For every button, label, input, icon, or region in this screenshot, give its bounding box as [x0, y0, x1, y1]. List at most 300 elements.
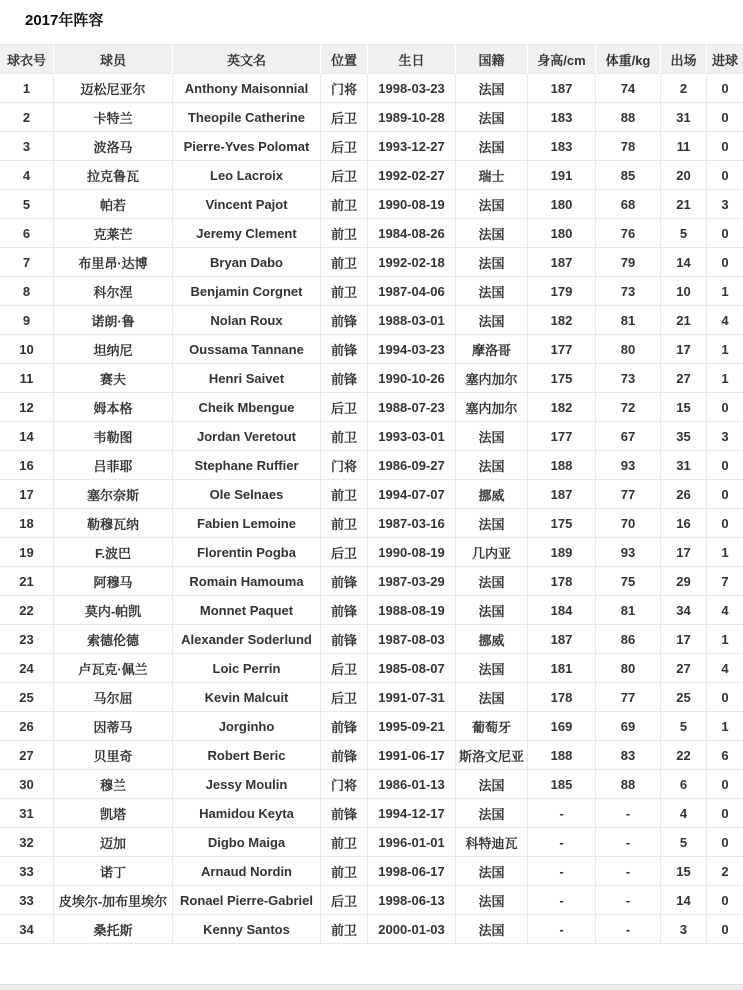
cell-english-name: Robert Beric — [172, 741, 320, 770]
cell-english-name: Jordan Veretout — [172, 422, 320, 451]
cell-english-name: Anthony Maisonnial — [172, 74, 320, 103]
cell-appearances: 5 — [660, 828, 706, 857]
cell-nationality: 法国 — [455, 103, 527, 132]
table-row — [0, 741, 743, 770]
cell-height: 169 — [527, 712, 595, 741]
cell-goals: 1 — [706, 625, 743, 654]
cell-jersey-number: 16 — [0, 451, 53, 480]
cell-goals: 0 — [706, 451, 743, 480]
cell-english-name: Ole Selnaes — [172, 480, 320, 509]
cell-player-name: 卡特兰 — [53, 103, 172, 132]
cell-player-name: F.波巴 — [53, 538, 172, 567]
cell-english-name: Florentin Pogba — [172, 538, 320, 567]
table-row — [0, 799, 743, 828]
cell-english-name: Loic Perrin — [172, 654, 320, 683]
cell-nationality: 塞内加尔 — [455, 393, 527, 422]
cell-jersey-number: 33 — [0, 857, 53, 886]
cell-nationality: 摩洛哥 — [455, 335, 527, 364]
cell-birthday: 1987-03-29 — [367, 567, 455, 596]
cell-birthday: 1990-08-19 — [367, 538, 455, 567]
cell-english-name: Kevin Malcuit — [172, 683, 320, 712]
cell-nationality: 葡萄牙 — [455, 712, 527, 741]
cell-appearances: 5 — [660, 219, 706, 248]
table-row — [0, 248, 743, 277]
cell-jersey-number: 10 — [0, 335, 53, 364]
cell-player-name: 迈松尼亚尔 — [53, 74, 172, 103]
column-header-weight: 体重/kg — [595, 44, 660, 74]
cell-goals: 3 — [706, 422, 743, 451]
cell-nationality: 法国 — [455, 277, 527, 306]
cell-appearances: 14 — [660, 886, 706, 915]
cell-position: 后卫 — [320, 393, 367, 422]
cell-birthday: 1988-03-01 — [367, 306, 455, 335]
cell-jersey-number: 14 — [0, 422, 53, 451]
table-row — [0, 828, 743, 857]
cell-goals: 1 — [706, 364, 743, 393]
cell-goals: 1 — [706, 335, 743, 364]
cell-position: 后卫 — [320, 886, 367, 915]
cell-position: 前卫 — [320, 915, 367, 944]
cell-player-name: 桑托斯 — [53, 915, 172, 944]
cell-position: 前锋 — [320, 364, 367, 393]
cell-jersey-number: 5 — [0, 190, 53, 219]
cell-english-name: Nolan Roux — [172, 306, 320, 335]
table-row — [0, 480, 743, 509]
cell-english-name: Cheik Mbengue — [172, 393, 320, 422]
cell-player-name: 阿穆马 — [53, 567, 172, 596]
cell-weight: 75 — [595, 567, 660, 596]
column-header-appearances: 出场 — [660, 44, 706, 74]
cell-player-name: 诺丁 — [53, 857, 172, 886]
cell-english-name: Kenny Santos — [172, 915, 320, 944]
cell-birthday: 1987-03-16 — [367, 509, 455, 538]
cell-appearances: 17 — [660, 625, 706, 654]
cell-height: 187 — [527, 625, 595, 654]
cell-appearances: 15 — [660, 393, 706, 422]
cell-english-name: Stephane Ruffier — [172, 451, 320, 480]
cell-appearances: 6 — [660, 770, 706, 799]
cell-nationality: 法国 — [455, 248, 527, 277]
column-header-jersey-number: 球衣号 — [0, 44, 53, 74]
cell-nationality: 法国 — [455, 190, 527, 219]
cell-english-name: Vincent Pajot — [172, 190, 320, 219]
column-header-goals: 进球 — [706, 44, 743, 74]
squad-table — [0, 44, 743, 944]
cell-weight: 88 — [595, 770, 660, 799]
cell-nationality: 塞内加尔 — [455, 364, 527, 393]
cell-appearances: 17 — [660, 538, 706, 567]
cell-height: 187 — [527, 480, 595, 509]
cell-player-name: 凯塔 — [53, 799, 172, 828]
cell-goals: 0 — [706, 132, 743, 161]
cell-position: 后卫 — [320, 538, 367, 567]
cell-height: 187 — [527, 248, 595, 277]
cell-weight: - — [595, 886, 660, 915]
cell-appearances: 2 — [660, 74, 706, 103]
cell-jersey-number: 25 — [0, 683, 53, 712]
cell-player-name: 莫内-帕凯 — [53, 596, 172, 625]
cell-jersey-number: 8 — [0, 277, 53, 306]
cell-position: 门将 — [320, 451, 367, 480]
cell-english-name: Leo Lacroix — [172, 161, 320, 190]
cell-player-name: 拉克鲁瓦 — [53, 161, 172, 190]
cell-position: 门将 — [320, 770, 367, 799]
cell-height: 180 — [527, 190, 595, 219]
cell-goals: 6 — [706, 741, 743, 770]
cell-goals: 0 — [706, 393, 743, 422]
cell-height: 191 — [527, 161, 595, 190]
cell-appearances: 11 — [660, 132, 706, 161]
cell-player-name: 穆兰 — [53, 770, 172, 799]
cell-jersey-number: 2 — [0, 103, 53, 132]
cell-weight: 74 — [595, 74, 660, 103]
cell-birthday: 1986-09-27 — [367, 451, 455, 480]
cell-birthday: 1987-08-03 — [367, 625, 455, 654]
cell-height: 175 — [527, 509, 595, 538]
cell-player-name: 索德伦德 — [53, 625, 172, 654]
cell-english-name: Arnaud Nordin — [172, 857, 320, 886]
cell-weight: 69 — [595, 712, 660, 741]
cell-position: 前锋 — [320, 799, 367, 828]
cell-height: 178 — [527, 567, 595, 596]
cell-nationality: 法国 — [455, 799, 527, 828]
cell-birthday: 1986-01-13 — [367, 770, 455, 799]
cell-appearances: 21 — [660, 190, 706, 219]
cell-player-name: 赛夫 — [53, 364, 172, 393]
cell-nationality: 法国 — [455, 509, 527, 538]
cell-nationality: 法国 — [455, 567, 527, 596]
cell-birthday: 1995-09-21 — [367, 712, 455, 741]
table-row — [0, 625, 743, 654]
column-header-height: 身高/cm — [527, 44, 595, 74]
cell-position: 前锋 — [320, 741, 367, 770]
cell-position: 前卫 — [320, 219, 367, 248]
column-header-english-name: 英文名 — [172, 44, 320, 74]
column-header-position: 位置 — [320, 44, 367, 74]
cell-birthday: 1989-10-28 — [367, 103, 455, 132]
cell-weight: 83 — [595, 741, 660, 770]
cell-jersey-number: 32 — [0, 828, 53, 857]
cell-weight: 85 — [595, 161, 660, 190]
cell-appearances: 34 — [660, 596, 706, 625]
column-header-player-name: 球员 — [53, 44, 172, 74]
header-row — [0, 44, 743, 74]
cell-jersey-number: 21 — [0, 567, 53, 596]
cell-height: 177 — [527, 422, 595, 451]
cell-birthday: 1991-07-31 — [367, 683, 455, 712]
cell-english-name: Hamidou Keyta — [172, 799, 320, 828]
cell-player-name: 勒穆瓦纳 — [53, 509, 172, 538]
cell-position: 前卫 — [320, 422, 367, 451]
cell-player-name: 韦勒图 — [53, 422, 172, 451]
cell-player-name: 坦纳尼 — [53, 335, 172, 364]
cell-goals: 0 — [706, 799, 743, 828]
table-row — [0, 886, 743, 915]
cell-weight: 79 — [595, 248, 660, 277]
cell-goals: 2 — [706, 857, 743, 886]
cell-jersey-number: 19 — [0, 538, 53, 567]
cell-appearances: 3 — [660, 915, 706, 944]
cell-birthday: 1990-10-26 — [367, 364, 455, 393]
cell-nationality: 法国 — [455, 915, 527, 944]
cell-appearances: 20 — [660, 161, 706, 190]
cell-player-name: 吕菲耶 — [53, 451, 172, 480]
cell-jersey-number: 17 — [0, 480, 53, 509]
cell-jersey-number: 1 — [0, 74, 53, 103]
cell-nationality: 法国 — [455, 886, 527, 915]
cell-height: 183 — [527, 103, 595, 132]
cell-goals: 0 — [706, 828, 743, 857]
cell-weight: 80 — [595, 335, 660, 364]
cell-birthday: 2000-01-03 — [367, 915, 455, 944]
cell-jersey-number: 31 — [0, 799, 53, 828]
cell-jersey-number: 3 — [0, 132, 53, 161]
cell-goals: 7 — [706, 567, 743, 596]
cell-appearances: 10 — [660, 277, 706, 306]
cell-position: 后卫 — [320, 654, 367, 683]
cell-height: - — [527, 828, 595, 857]
cell-nationality: 法国 — [455, 219, 527, 248]
cell-english-name: Ronael Pierre-Gabriel — [172, 886, 320, 915]
cell-jersey-number: 30 — [0, 770, 53, 799]
table-row — [0, 161, 743, 190]
cell-goals: 0 — [706, 683, 743, 712]
table-row — [0, 132, 743, 161]
cell-player-name: 贝里奇 — [53, 741, 172, 770]
cell-height: 188 — [527, 451, 595, 480]
cell-jersey-number: 26 — [0, 712, 53, 741]
cell-nationality: 法国 — [455, 74, 527, 103]
cell-goals: 0 — [706, 915, 743, 944]
cell-jersey-number: 12 — [0, 393, 53, 422]
cell-height: 187 — [527, 74, 595, 103]
table-row — [0, 103, 743, 132]
cell-weight: 80 — [595, 654, 660, 683]
cell-position: 前卫 — [320, 480, 367, 509]
cell-height: 177 — [527, 335, 595, 364]
cell-appearances: 4 — [660, 799, 706, 828]
cell-english-name: Benjamin Corgnet — [172, 277, 320, 306]
table-row — [0, 567, 743, 596]
cell-height: - — [527, 857, 595, 886]
cell-appearances: 14 — [660, 248, 706, 277]
cell-position: 门将 — [320, 74, 367, 103]
table-row — [0, 219, 743, 248]
cell-player-name: 马尔屈 — [53, 683, 172, 712]
cell-height: 175 — [527, 364, 595, 393]
cell-weight: 81 — [595, 596, 660, 625]
cell-jersey-number: 24 — [0, 654, 53, 683]
cell-position: 前卫 — [320, 828, 367, 857]
cell-player-name: 克莱芒 — [53, 219, 172, 248]
cell-jersey-number: 7 — [0, 248, 53, 277]
table-row — [0, 509, 743, 538]
table-row — [0, 770, 743, 799]
cell-english-name: Pierre-Yves Polomat — [172, 132, 320, 161]
cell-nationality: 斯洛文尼亚 — [455, 741, 527, 770]
table-row — [0, 654, 743, 683]
table-row — [0, 915, 743, 944]
cell-birthday: 1994-12-17 — [367, 799, 455, 828]
cell-jersey-number: 27 — [0, 741, 53, 770]
cell-goals: 0 — [706, 886, 743, 915]
cell-weight: 73 — [595, 364, 660, 393]
cell-birthday: 1994-07-07 — [367, 480, 455, 509]
table-row — [0, 335, 743, 364]
cell-jersey-number: 22 — [0, 596, 53, 625]
cell-goals: 4 — [706, 306, 743, 335]
cell-birthday: 1992-02-18 — [367, 248, 455, 277]
cell-height: 180 — [527, 219, 595, 248]
cell-english-name: Jorginho — [172, 712, 320, 741]
cell-english-name: Bryan Dabo — [172, 248, 320, 277]
cell-weight: - — [595, 799, 660, 828]
cell-jersey-number: 33 — [0, 886, 53, 915]
cell-birthday: 1996-01-01 — [367, 828, 455, 857]
cell-height: - — [527, 799, 595, 828]
cell-height: 182 — [527, 306, 595, 335]
cell-appearances: 35 — [660, 422, 706, 451]
cell-position: 前锋 — [320, 712, 367, 741]
cell-player-name: 布里昂·达博 — [53, 248, 172, 277]
cell-birthday: 1993-12-27 — [367, 132, 455, 161]
cell-birthday: 1990-08-19 — [367, 190, 455, 219]
cell-weight: - — [595, 828, 660, 857]
cell-goals: 1 — [706, 712, 743, 741]
cell-appearances: 31 — [660, 451, 706, 480]
cell-jersey-number: 11 — [0, 364, 53, 393]
cell-goals: 0 — [706, 509, 743, 538]
cell-goals: 3 — [706, 190, 743, 219]
cell-height: 189 — [527, 538, 595, 567]
cell-position: 后卫 — [320, 103, 367, 132]
cell-appearances: 26 — [660, 480, 706, 509]
cell-goals: 0 — [706, 103, 743, 132]
cell-player-name: 姆本格 — [53, 393, 172, 422]
cell-player-name: 卢瓦克·佩兰 — [53, 654, 172, 683]
table-row — [0, 451, 743, 480]
table-row — [0, 683, 743, 712]
cell-appearances: 16 — [660, 509, 706, 538]
cell-appearances: 5 — [660, 712, 706, 741]
cell-birthday: 1994-03-23 — [367, 335, 455, 364]
cell-nationality: 法国 — [455, 857, 527, 886]
table-row — [0, 857, 743, 886]
cell-nationality: 法国 — [455, 422, 527, 451]
table-row — [0, 190, 743, 219]
cell-appearances: 27 — [660, 654, 706, 683]
section-divider — [0, 984, 743, 990]
cell-english-name: Henri Saivet — [172, 364, 320, 393]
cell-english-name: Jeremy Clement — [172, 219, 320, 248]
cell-weight: 93 — [595, 538, 660, 567]
cell-position: 前卫 — [320, 190, 367, 219]
cell-english-name: Digbo Maiga — [172, 828, 320, 857]
cell-appearances: 25 — [660, 683, 706, 712]
cell-birthday: 1988-08-19 — [367, 596, 455, 625]
table-row — [0, 393, 743, 422]
cell-position: 前锋 — [320, 625, 367, 654]
cell-position: 前锋 — [320, 306, 367, 335]
cell-nationality: 法国 — [455, 451, 527, 480]
cell-goals: 1 — [706, 538, 743, 567]
cell-weight: - — [595, 857, 660, 886]
cell-appearances: 22 — [660, 741, 706, 770]
cell-nationality: 法国 — [455, 654, 527, 683]
cell-birthday: 1987-04-06 — [367, 277, 455, 306]
cell-position: 前卫 — [320, 277, 367, 306]
cell-appearances: 29 — [660, 567, 706, 596]
cell-height: 181 — [527, 654, 595, 683]
cell-birthday: 1991-06-17 — [367, 741, 455, 770]
cell-appearances: 15 — [660, 857, 706, 886]
cell-weight: 72 — [595, 393, 660, 422]
cell-english-name: Oussama Tannane — [172, 335, 320, 364]
cell-height: 182 — [527, 393, 595, 422]
cell-weight: 67 — [595, 422, 660, 451]
cell-goals: 0 — [706, 480, 743, 509]
cell-height: 178 — [527, 683, 595, 712]
table-row — [0, 422, 743, 451]
page-title: 2017年阵容 — [25, 12, 104, 29]
cell-jersey-number: 23 — [0, 625, 53, 654]
cell-birthday: 1998-06-13 — [367, 886, 455, 915]
table-row — [0, 74, 743, 103]
table-row — [0, 277, 743, 306]
cell-position: 后卫 — [320, 161, 367, 190]
cell-height: - — [527, 886, 595, 915]
cell-position: 后卫 — [320, 683, 367, 712]
cell-english-name: Theopile Catherine — [172, 103, 320, 132]
cell-weight: 88 — [595, 103, 660, 132]
cell-birthday: 1984-08-26 — [367, 219, 455, 248]
cell-goals: 4 — [706, 596, 743, 625]
cell-birthday: 1985-08-07 — [367, 654, 455, 683]
cell-jersey-number: 9 — [0, 306, 53, 335]
column-header-birthday: 生日 — [367, 44, 455, 74]
cell-goals: 0 — [706, 770, 743, 799]
cell-goals: 0 — [706, 248, 743, 277]
cell-weight: 73 — [595, 277, 660, 306]
cell-position: 前锋 — [320, 567, 367, 596]
cell-player-name: 科尔涅 — [53, 277, 172, 306]
cell-weight: 77 — [595, 480, 660, 509]
cell-weight: 70 — [595, 509, 660, 538]
cell-english-name: Fabien Lemoine — [172, 509, 320, 538]
cell-player-name: 波洛马 — [53, 132, 172, 161]
cell-player-name: 因蒂马 — [53, 712, 172, 741]
cell-goals: 0 — [706, 74, 743, 103]
cell-nationality: 科特迪瓦 — [455, 828, 527, 857]
table-row — [0, 712, 743, 741]
column-header-nationality: 国籍 — [455, 44, 527, 74]
cell-position: 前锋 — [320, 596, 367, 625]
cell-player-name: 诺朗·鲁 — [53, 306, 172, 335]
table-row — [0, 306, 743, 335]
cell-birthday: 1988-07-23 — [367, 393, 455, 422]
cell-jersey-number: 6 — [0, 219, 53, 248]
cell-weight: 86 — [595, 625, 660, 654]
cell-appearances: 31 — [660, 103, 706, 132]
cell-goals: 4 — [706, 654, 743, 683]
cell-goals: 0 — [706, 161, 743, 190]
cell-player-name: 迈加 — [53, 828, 172, 857]
cell-nationality: 瑞士 — [455, 161, 527, 190]
cell-height: 188 — [527, 741, 595, 770]
cell-birthday: 1998-03-23 — [367, 74, 455, 103]
table-row — [0, 364, 743, 393]
cell-position: 前卫 — [320, 857, 367, 886]
